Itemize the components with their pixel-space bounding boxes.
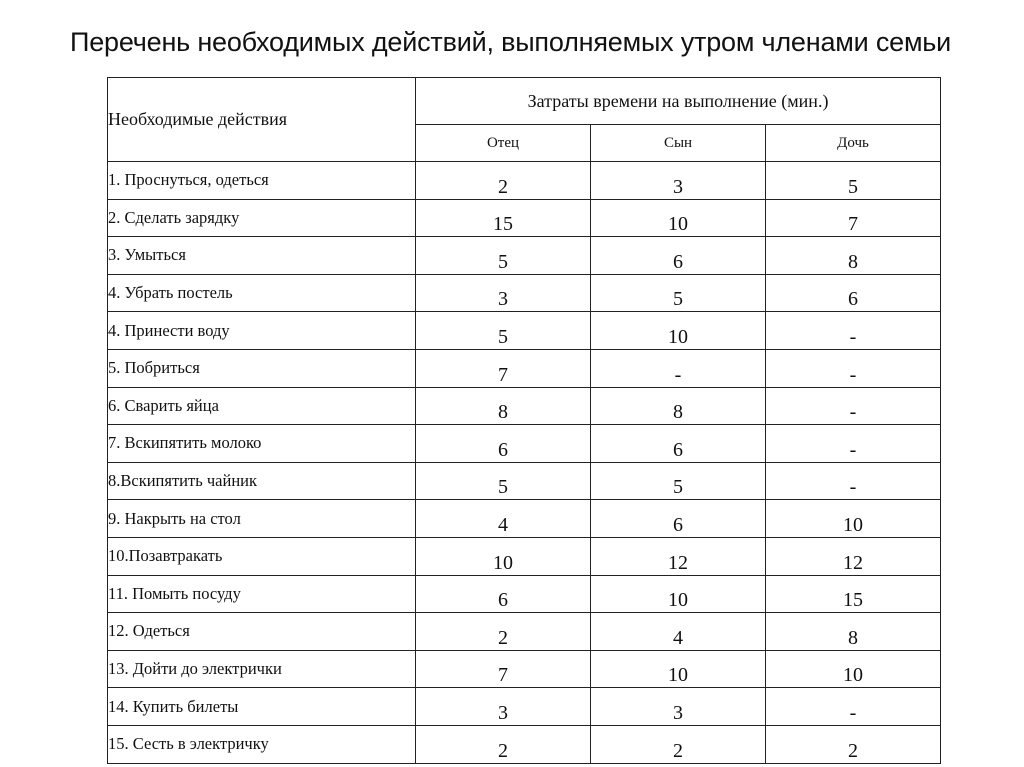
father-minutes: 6 xyxy=(416,575,591,613)
table-row xyxy=(108,274,941,312)
son-minutes: 3 xyxy=(591,688,766,726)
daughter-minutes: 8 xyxy=(766,237,941,275)
daughter-minutes: 10 xyxy=(766,500,941,538)
son-minutes: 10 xyxy=(591,575,766,613)
table-row xyxy=(108,349,941,387)
son-minutes: 6 xyxy=(591,237,766,275)
action-cell: 5. Побриться xyxy=(108,349,416,387)
table-row xyxy=(108,613,941,651)
son-minutes: 10 xyxy=(591,199,766,237)
father-minutes: 6 xyxy=(416,425,591,463)
son-minutes: 8 xyxy=(591,387,766,425)
daughter-minutes: - xyxy=(766,312,941,350)
daughter-minutes: 10 xyxy=(766,650,941,688)
son-minutes: 4 xyxy=(591,613,766,651)
table-row xyxy=(108,462,941,500)
father-minutes: 15 xyxy=(416,199,591,237)
table-row xyxy=(108,575,941,613)
father-minutes: 10 xyxy=(416,537,591,575)
action-cell: 9. Накрыть на стол xyxy=(108,500,416,538)
action-cell: 15. Сесть в электричку xyxy=(108,725,416,763)
action-cell: 14. Купить билеты xyxy=(108,688,416,726)
table-row xyxy=(108,537,941,575)
header-father: Отец xyxy=(416,125,591,162)
action-cell: 13. Дойти до электрички xyxy=(108,650,416,688)
daughter-minutes: 15 xyxy=(766,575,941,613)
table-row xyxy=(108,650,941,688)
son-minutes: 2 xyxy=(591,725,766,763)
table-row xyxy=(108,387,941,425)
action-cell: 2. Сделать зарядку xyxy=(108,199,416,237)
page-title: Перечень необходимых действий, выполняемых утром членами семьи xyxy=(70,27,952,57)
son-minutes: 3 xyxy=(591,162,766,200)
daughter-minutes: - xyxy=(766,425,941,463)
son-minutes: 10 xyxy=(591,650,766,688)
daughter-minutes: 7 xyxy=(766,199,941,237)
father-minutes: 2 xyxy=(416,162,591,200)
table-row xyxy=(108,500,941,538)
action-cell: 6. Сварить яйца xyxy=(108,387,416,425)
daughter-minutes: - xyxy=(766,349,941,387)
action-cell: 3. Умыться xyxy=(108,237,416,275)
actions-table xyxy=(107,77,941,764)
table-row xyxy=(108,688,941,726)
son-minutes: 12 xyxy=(591,537,766,575)
table-row xyxy=(108,425,941,463)
action-cell: 11. Помыть посуду xyxy=(108,575,416,613)
action-cell: 7. Вскипятить молоко xyxy=(108,425,416,463)
header-actions: Необходимые действия xyxy=(108,78,416,162)
table-row xyxy=(108,199,941,237)
father-minutes: 8 xyxy=(416,387,591,425)
son-minutes: 5 xyxy=(591,462,766,500)
son-minutes: 10 xyxy=(591,312,766,350)
daughter-minutes: 5 xyxy=(766,162,941,200)
daughter-minutes: - xyxy=(766,688,941,726)
son-minutes: 6 xyxy=(591,500,766,538)
daughter-minutes: 6 xyxy=(766,274,941,312)
action-cell: 10.Позавтракать xyxy=(108,537,416,575)
action-cell: 4. Убрать постель xyxy=(108,274,416,312)
action-cell: 12. Одеться xyxy=(108,613,416,651)
table-row xyxy=(108,312,941,350)
table-row xyxy=(108,162,941,200)
father-minutes: 5 xyxy=(416,462,591,500)
son-minutes: - xyxy=(591,349,766,387)
father-minutes: 5 xyxy=(416,237,591,275)
daughter-minutes: - xyxy=(766,462,941,500)
father-minutes: 2 xyxy=(416,613,591,651)
action-cell: 8.Вскипятить чайник xyxy=(108,462,416,500)
father-minutes: 2 xyxy=(416,725,591,763)
father-minutes: 5 xyxy=(416,312,591,350)
father-minutes: 7 xyxy=(416,349,591,387)
table-row xyxy=(108,237,941,275)
daughter-minutes: - xyxy=(766,387,941,425)
header-son: Сын xyxy=(591,125,766,162)
action-cell: 1. Проснуться, одеться xyxy=(108,162,416,200)
son-minutes: 6 xyxy=(591,425,766,463)
father-minutes: 3 xyxy=(416,274,591,312)
father-minutes: 4 xyxy=(416,500,591,538)
daughter-minutes: 12 xyxy=(766,537,941,575)
table-row xyxy=(108,725,941,763)
action-cell: 4. Принести воду xyxy=(108,312,416,350)
header-time-cost: Затраты времени на выполнение (мин.) xyxy=(416,78,941,125)
father-minutes: 3 xyxy=(416,688,591,726)
daughter-minutes: 8 xyxy=(766,613,941,651)
daughter-minutes: 2 xyxy=(766,725,941,763)
header-daughter: Дочь xyxy=(766,125,941,162)
father-minutes: 7 xyxy=(416,650,591,688)
son-minutes: 5 xyxy=(591,274,766,312)
